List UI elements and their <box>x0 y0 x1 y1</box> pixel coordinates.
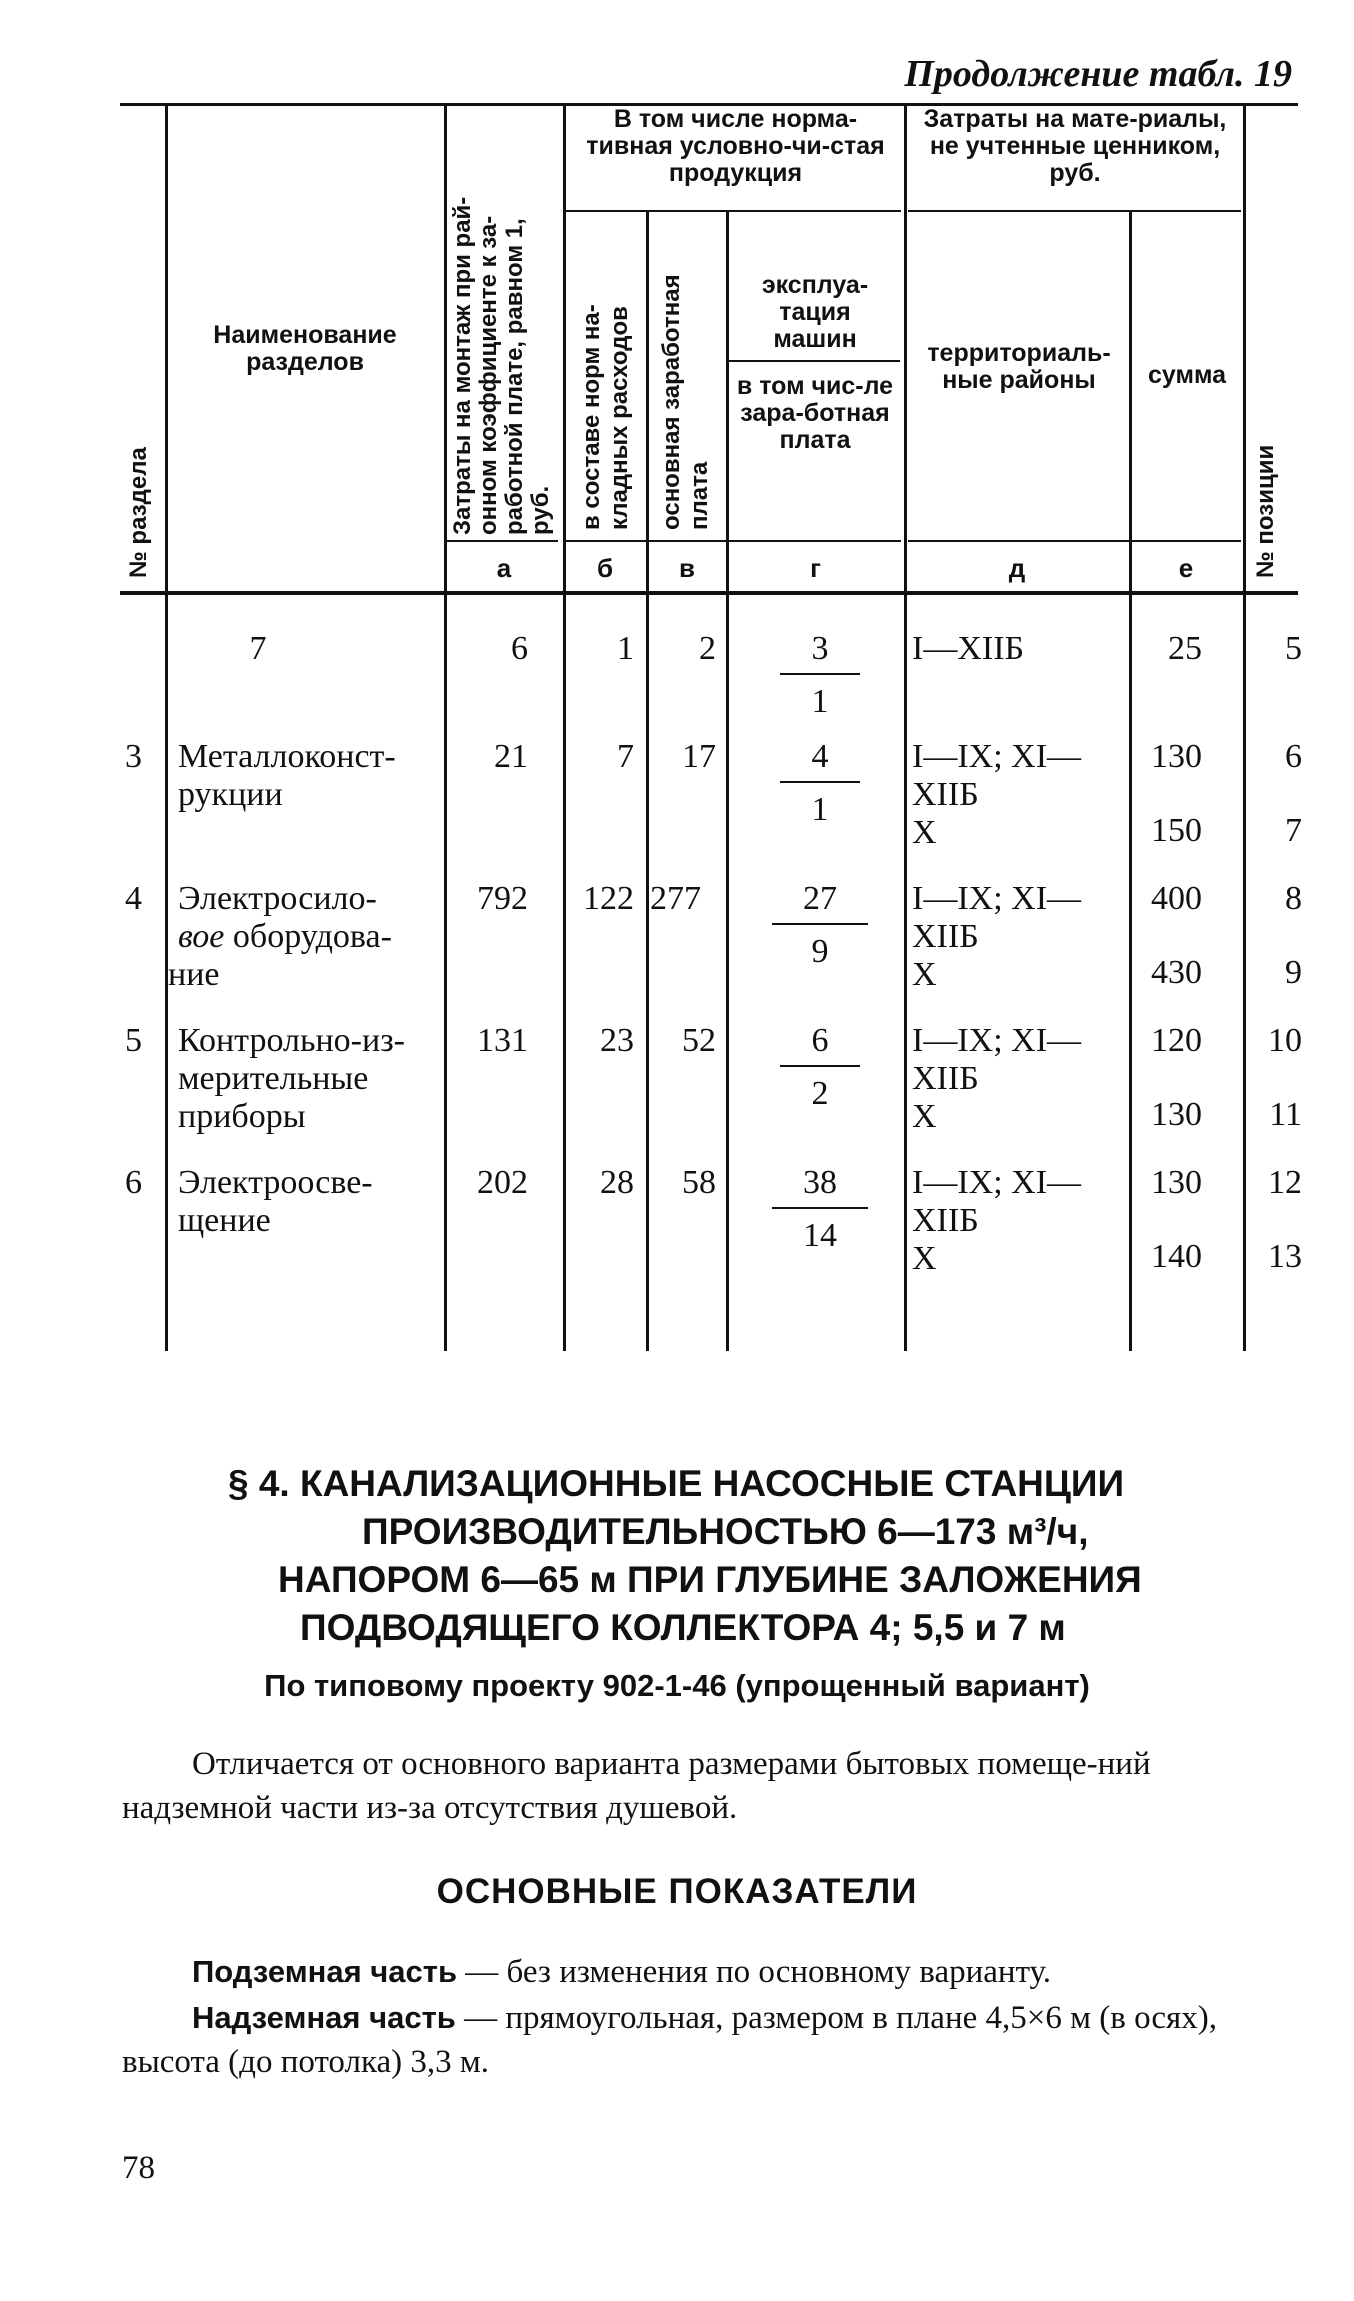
paragraph-1 <box>122 1742 1302 1830</box>
row2-sum-1: 400 <box>1151 880 1202 917</box>
row2-b: 122 <box>583 880 634 917</box>
heading-main-indicators: ОСНОВНЫЕ ПОКАЗАТЕЛИ <box>436 1872 918 1911</box>
row4-g-fraction-line <box>772 1207 868 1209</box>
group-rule-norm <box>566 210 901 212</box>
header-mount-cost-4: руб. <box>527 485 554 535</box>
row2-name: Электросило- вое оборудова- <box>178 880 392 955</box>
row2-pos-1: 8 <box>1285 880 1302 917</box>
row1-g-top: 4 <box>811 738 829 775</box>
row0-name: 7 <box>249 630 267 667</box>
paragraph-2-lead: Подземная часть <box>192 1954 458 1989</box>
row2-a: 792 <box>477 880 528 917</box>
header-machine-op: эксплуа-тация машин <box>761 271 869 353</box>
row4-regions-1: I—IX; XI— XIIБ <box>912 1164 1082 1239</box>
machine-split-rule <box>728 360 900 362</box>
row4-regions-2: X <box>912 1240 937 1277</box>
row2-g-fraction-line <box>772 923 868 925</box>
col-letter-g: г <box>810 553 821 583</box>
row0-b: 1 <box>617 630 634 667</box>
row4-name: Электроосве- щение <box>178 1164 373 1239</box>
header-name: Наименование разделов <box>213 321 397 376</box>
col-letter-a: а <box>496 553 512 583</box>
header-mount-cost-1: Затраты на монтаж при рай- <box>449 196 476 535</box>
row1-regions-2: X <box>912 814 937 851</box>
row0-a: 6 <box>511 630 528 667</box>
paragraph-3-text: — прямоугольная, размером в плане 4,5×6 м (в осях), высота (до потолка) 3,3 м. <box>122 2000 1217 2080</box>
row2-sum-2: 430 <box>1151 954 1202 991</box>
paragraph-3 <box>122 1996 1302 2084</box>
page-number: 78 <box>122 2150 155 2186</box>
row0-regions-1: I—XIIБ <box>912 630 1025 667</box>
row4-g-bottom: 14 <box>803 1217 837 1254</box>
header-incl-overhead-2: кладных расходов <box>606 306 633 530</box>
row4-v: 58 <box>682 1164 716 1201</box>
row1-sum-1: 130 <box>1151 738 1202 775</box>
letter-rule-a <box>446 540 558 542</box>
row1-v: 17 <box>682 738 716 775</box>
row3-pos-1: 10 <box>1268 1022 1302 1059</box>
row3-section: 5 <box>125 1022 142 1059</box>
col-letter-e: е <box>1178 553 1194 583</box>
row4-a: 202 <box>477 1164 528 1201</box>
row2-g-bottom: 9 <box>811 933 829 970</box>
header-materials-group: Затраты на мате-риалы, не учтенные ценником, руб. <box>923 105 1227 187</box>
section-title-line-4: ПОДВОДЯЩЕГО КОЛЛЕКТОРА 4; 5,5 и 7 м <box>300 1607 1066 1648</box>
row3-regions-2: X <box>912 1098 937 1135</box>
table-continuation-caption: Продолжение табл. 19 <box>904 53 1292 95</box>
col-divider-2 <box>444 106 447 1351</box>
row0-v: 2 <box>699 630 716 667</box>
row2-pos-2: 9 <box>1285 954 1302 991</box>
row0-sum-1: 25 <box>1168 630 1202 667</box>
header-machine-wage: в том чис-ле зара-ботная плата <box>736 372 894 454</box>
header-incl-group: В том числе норма-тивная условно-чи-стая продукция <box>586 105 885 187</box>
col-letter-b: б <box>596 553 614 583</box>
row3-v: 52 <box>682 1022 716 1059</box>
row0-g-fraction-line <box>780 673 860 675</box>
row4-b: 28 <box>600 1164 634 1201</box>
section-title-line-2: ПРОИЗВОДИТЕЛЬНОСТЬЮ 6—173 м³/ч, <box>362 1511 1089 1552</box>
section-title-line-3: НАПОРОМ 6—65 м ПРИ ГЛУБИНЕ ЗАЛОЖЕНИЯ <box>278 1559 1142 1600</box>
header-section-no: № раздела <box>125 447 152 578</box>
letter-rule-de <box>908 540 1241 542</box>
row3-g-fraction-line <box>780 1065 860 1067</box>
row1-g-fraction-line <box>780 781 860 783</box>
header-mount-cost-2: онном коэффициенте к за- <box>475 215 502 535</box>
header-regions: территориаль-ные районы <box>927 339 1111 394</box>
row3-a: 131 <box>477 1022 528 1059</box>
col-divider-1 <box>165 106 168 1351</box>
header-mount-cost-3: работной плате, равном 1, <box>501 218 528 535</box>
col-divider-8 <box>1243 106 1246 1351</box>
row4-g-top: 38 <box>803 1164 837 1201</box>
row4-section: 6 <box>125 1164 142 1201</box>
row0-g-top: 3 <box>811 630 829 667</box>
header-base-wage-2: плата <box>686 461 713 530</box>
paragraph-1-text: Отличается от основного варианта размерами бытовых помеще-ний надземной части из-за отсутствия душевой. <box>122 1746 1151 1826</box>
row4-pos-1: 12 <box>1268 1164 1302 1201</box>
header-sum: сумма <box>1147 361 1227 389</box>
row1-regions-1: I—IX; XI— XIIБ <box>912 738 1082 813</box>
row3-pos-2: 11 <box>1269 1096 1302 1133</box>
row3-g-top: 6 <box>811 1022 829 1059</box>
row3-sum-1: 120 <box>1151 1022 1202 1059</box>
header-position-no: № позиции <box>1252 444 1279 578</box>
row1-g-bottom: 1 <box>811 791 829 828</box>
row2-g-top: 27 <box>803 880 837 917</box>
row3-b: 23 <box>600 1022 634 1059</box>
row2-section: 4 <box>125 880 142 917</box>
row1-a: 21 <box>494 738 528 775</box>
row0-g-bottom: 1 <box>811 683 829 720</box>
row3-g-bottom: 2 <box>811 1075 829 1112</box>
paragraph-2 <box>122 1950 1302 1994</box>
row1-section: 3 <box>125 738 142 775</box>
col-letter-d: д <box>1008 553 1026 583</box>
header-incl-overhead-1: в составе норм на- <box>578 304 605 530</box>
row1-b: 7 <box>617 738 634 775</box>
row4-pos-2: 13 <box>1268 1238 1302 1275</box>
row3-regions-1: I—IX; XI— XIIБ <box>912 1022 1082 1097</box>
paragraph-3-lead: Надземная часть <box>192 2000 456 2035</box>
letter-rule-bvg <box>566 540 901 542</box>
paragraph-2-text: — без изменения по основному варианту. <box>457 1954 1051 1990</box>
row3-sum-2: 130 <box>1151 1096 1202 1133</box>
row4-sum-2: 140 <box>1151 1238 1202 1275</box>
col-divider-5 <box>726 212 729 1351</box>
row1-name: Металлоконст- рукции <box>178 738 396 813</box>
col-divider-6 <box>904 106 907 1351</box>
row3-name: Контрольно-из- мерительные приборы <box>178 1022 405 1135</box>
header-base-wage-1: основная заработная <box>658 274 685 530</box>
row4-sum-1: 130 <box>1151 1164 1202 1201</box>
row2-name-cont: ние <box>168 956 220 993</box>
section-title-line-1: § 4. КАНАЛИЗАЦИОННЫЕ НАСОСНЫЕ СТАНЦИИ <box>228 1463 1125 1504</box>
row2-regions-1: I—IX; XI— XIIБ <box>912 880 1082 955</box>
col-letter-v: в <box>679 553 695 583</box>
row1-sum-2: 150 <box>1151 812 1202 849</box>
table-header-bottom-rule <box>120 591 1298 595</box>
group-rule-materials <box>908 210 1241 212</box>
row1-pos-1: 6 <box>1285 738 1302 775</box>
section-subtitle: По типовому проекту 902-1-46 (упрощенный вариант) <box>264 1668 1090 1703</box>
row2-regions-2: X <box>912 956 937 993</box>
row0-pos-1: 5 <box>1285 630 1302 667</box>
row1-pos-2: 7 <box>1285 812 1302 849</box>
row2-v: 277 <box>650 880 701 917</box>
